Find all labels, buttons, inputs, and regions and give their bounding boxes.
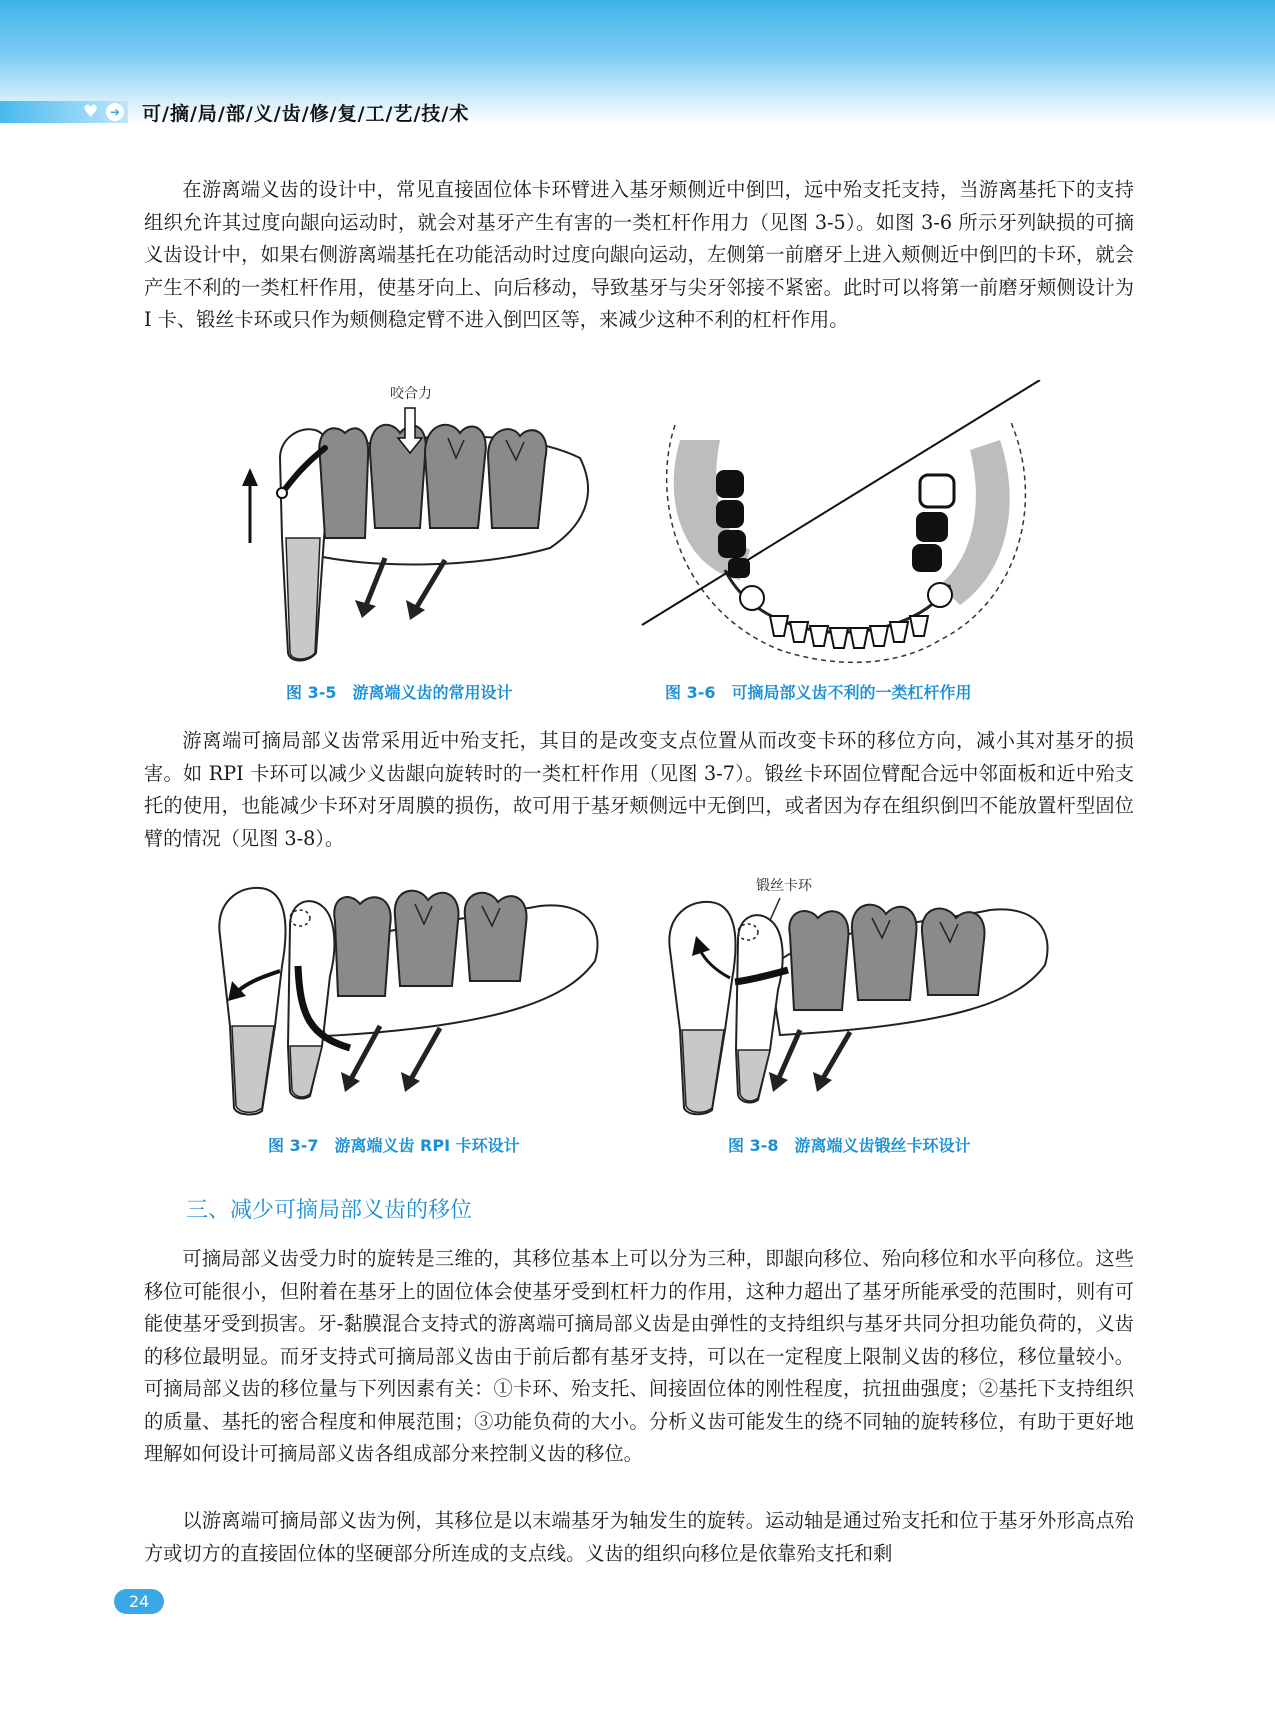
figure-3-7 [210,876,610,1116]
paragraph-3: 可摘局部义齿受力时的旋转是三维的，其移位基本上可以分为三种，即龈向移位、殆向移位和水平向移位。这些移位可能很小，但附着在基牙上的固位体会使基牙受到杠杆力的作用，这种力超出了基牙所能承受的范围时，则有可能使基牙受到损害。牙-黏膜混合支持式的游离端可摘局部义齿是由弹性的支持组织与基牙共同分担功能负荷的，义齿的移位最明显。而牙支持式可摘局部义齿由于前后都有基牙支持，可以在一定程度上限制义齿的移位，移位量较小。可摘局部义齿的移位量与下列因素有关：①卡环、殆支托、间接固位体的刚性程度，抗扭曲强度；②基托下支持组织的质量、基托的密合程度和伸展范围；③功能负荷的大小。分析义齿可能发生的绕不同轴的旋转移位，有助于更好地理解如何设计可摘局部义齿各组成部分来控制义齿的移位。 [144,1247,1134,1465]
paragraph-4: 以游离端可摘局部义齿为例，其移位是以末端基牙为轴发生的旋转。运动轴是通过殆支托和位于基牙外形高点殆方或切方的直接固位体的坚硬部分所连成的支点线。义齿的组织向移位是依靠殆支托和剩 [144,1509,1134,1565]
heart-icon: ♥ [83,102,99,122]
figure-3-8 [660,870,1060,1116]
figure-3-5-caption: 图 3-5 游离端义齿的常用设计 [286,683,513,702]
figure-3-8-caption: 图 3-8 游离端义齿锻丝卡环设计 [728,1136,971,1155]
section-title: 三、减少可摘局部义齿的移位 [186,1198,473,1223]
arrow-right-icon: ➜ [106,103,124,121]
wrought-wire-clasp-label: 锻丝卡环 [756,878,812,894]
book-title: 可/摘/局/部/义/齿/修/复/工/艺/技/术 [142,103,470,125]
paragraph-1: 在游离端义齿的设计中，常见直接固位体卡环臂进入基牙颊侧近中倒凹，远中殆支托支持，当游离基托下的支持组织允许其过度向龈向运动时，就会对基牙产生有害的一类杠杆作用力（见图 3-5）。如图 3-6 所示牙列缺损的可摘义齿设计中，如果右侧游离端基托在功能活动时过度向龈向运动，左侧第一前磨牙上进入颊侧近中倒凹的卡环，就会产生不利的一类杠杆作用，使基牙向上、向后移动，导致基牙与尖牙邻接不紧密。此时可以将第一前磨牙颊侧设计为 I 卡、锻丝卡环或只作为颊侧稳定臂不进入倒凹区等，来减少这种不利的杠杆作用。 [144,178,1134,331]
paragraph-2: 游离端可摘局部义齿常采用近中殆支托，其目的是改变支点位置从而改变卡环的移位方向，减小其对基牙的损害。如 RPI 卡环可以减少义齿龈向旋转时的一类杠杆作用（见图 3-7）。锻丝卡环固位臂配合远中邻面板和近中殆支托的使用，也能减少卡环对牙周膜的损伤，故可用于基牙颊侧远中无倒凹，或者因为存在组织倒凹不能放置杆型固位臂的情况（见图 3-8）。 [144,729,1134,850]
figure-3-7-caption: 图 3-7 游离端义齿 RPI 卡环设计 [268,1136,520,1155]
page-number: 24 [114,1589,164,1614]
figure-3-6 [640,380,1060,670]
figure-3-5 [220,378,630,676]
figure-3-6-caption: 图 3-6 可摘局部义齿不利的一类杠杆作用 [665,683,972,702]
bite-force-label: 咬合力 [390,386,432,402]
